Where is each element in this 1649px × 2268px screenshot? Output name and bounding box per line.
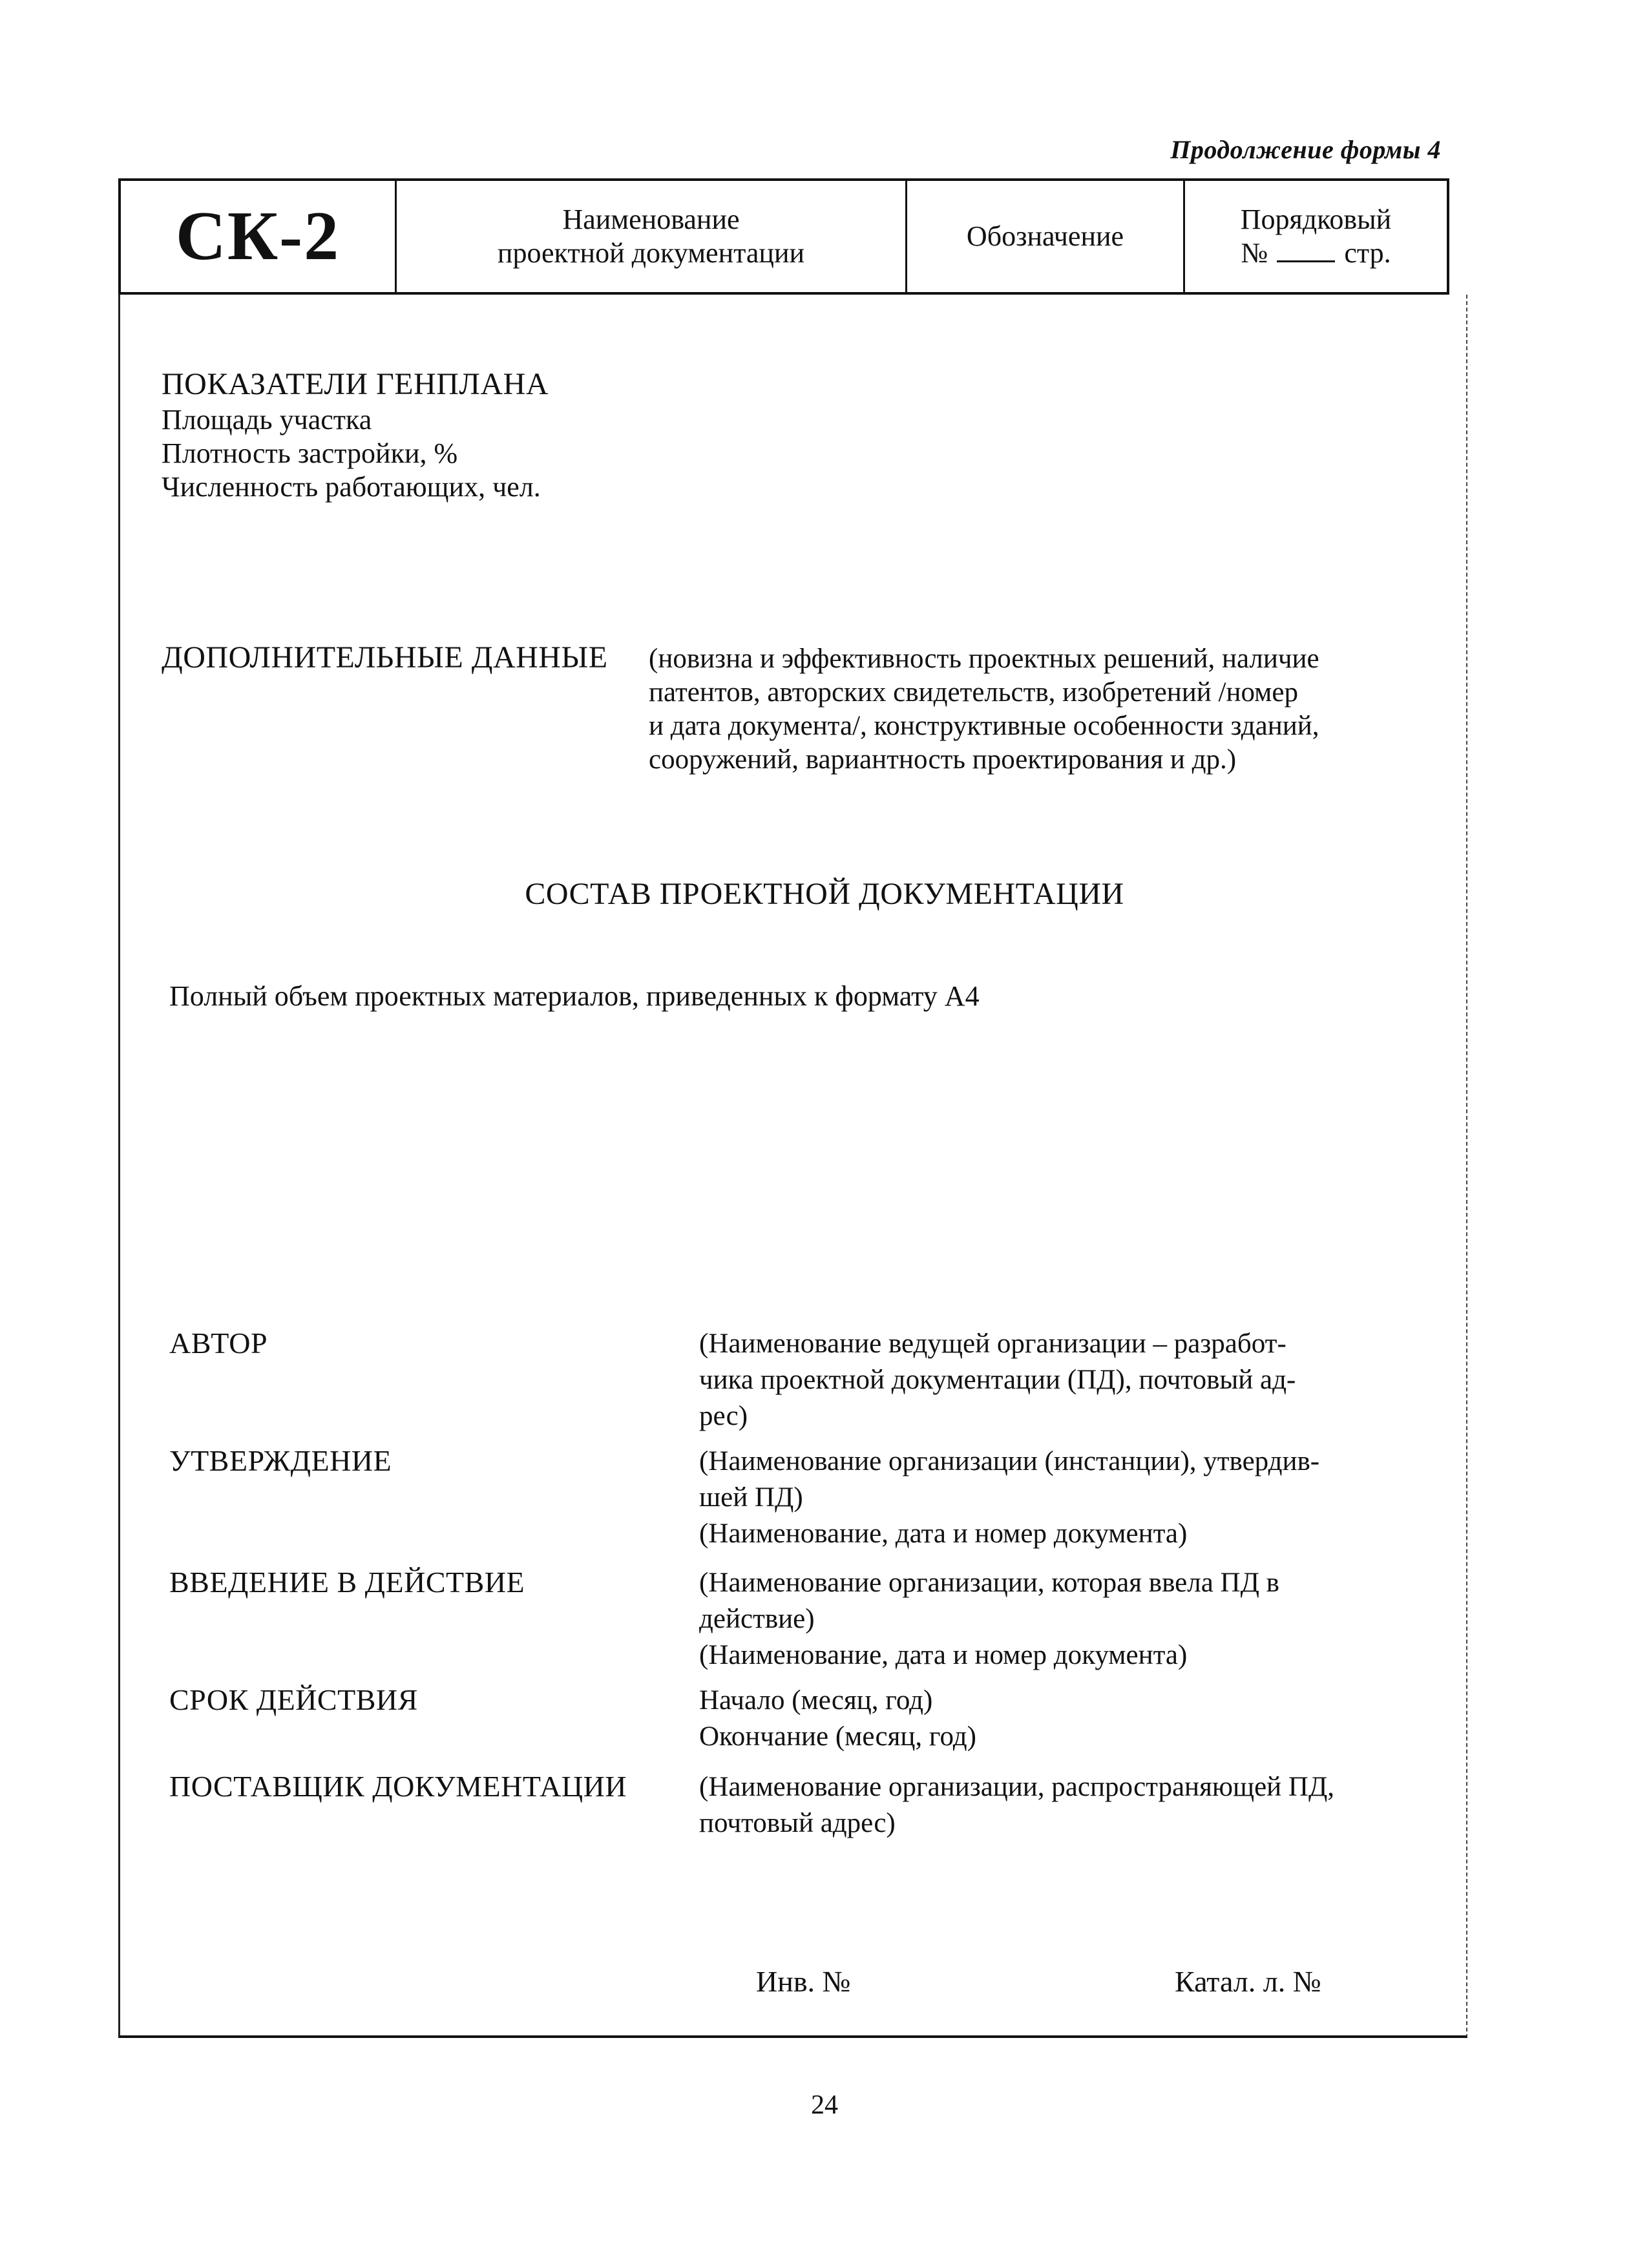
info-value-line: рес) (699, 1401, 748, 1431)
page-number-field (1241, 236, 1391, 270)
info-value-line: (Наименование организации (инстанции), утвердив- (699, 1446, 1320, 1476)
doc-name-line1: Наименование (562, 204, 740, 235)
form-header-table (118, 178, 1449, 295)
page-number-cell (1185, 181, 1447, 292)
info-label: УТВЕРЖДЕНИЕ (169, 1444, 392, 1477)
form-continuation-note: Продолжение формы 4 (1170, 135, 1441, 164)
catalog-sheet-number-label: Катал. л. № (1175, 1965, 1321, 1998)
info-value (699, 1326, 1433, 1434)
info-value-line: (Наименование, дата и номер документа) (699, 1518, 1188, 1549)
composition-description: Полный объем проектных материалов, приведенных к формату А4 (169, 980, 980, 1012)
designation-cell: Обозначение (907, 181, 1185, 292)
doc-name-cell (397, 181, 907, 292)
genplan-title: ПОКАЗАТЕЛИ ГЕНПЛАНА (162, 367, 549, 401)
form-code: СК-2 (121, 181, 397, 292)
genplan-line: Численность работающих, чел. (162, 471, 541, 503)
extra-data-line: сооружений, вариантность проектирования и др.) (649, 744, 1237, 775)
info-value-line: (Наименование ведущей организации – разработ- (699, 1328, 1287, 1359)
page-number: 24 (811, 2090, 838, 2120)
extra-data-line: и дата документа/, конструктивные особенности зданий, (649, 711, 1319, 741)
genplan-line: Площадь участка (162, 404, 372, 436)
info-label: ВВЕДЕНИЕ В ДЕЙСТВИЕ (169, 1566, 525, 1599)
genplan-section (162, 366, 549, 504)
info-label: ПОСТАВЩИК ДОКУМЕНТАЦИИ (169, 1770, 627, 1803)
extra-data-line: (новизна и эффективность проектных решений, наличие (649, 644, 1319, 674)
info-value-line: почтовый адрес) (699, 1808, 896, 1838)
info-label: АВТОР (169, 1327, 268, 1360)
info-value-line: (Наименование, дата и номер документа) (699, 1640, 1188, 1670)
info-value-line: (Наименование организации, которая ввела ПД в (699, 1568, 1279, 1598)
genplan-line: Плотность застройки, % (162, 437, 458, 469)
page-number-label: Порядковый (1240, 204, 1392, 235)
info-value-line: чика проектной документации (ПД), почтовый ад- (699, 1365, 1296, 1395)
page-number-prefix: № (1241, 237, 1268, 269)
inventory-number-label: Инв. № (756, 1965, 851, 1998)
page-number-suffix: стр. (1344, 237, 1391, 269)
info-value-line: действие) (699, 1604, 815, 1634)
extra-data-line: патентов, авторских свидетельств, изобретений /номер (649, 677, 1298, 708)
info-value (699, 1444, 1433, 1552)
info-label: СРОК ДЕЙСТВИЯ (169, 1683, 418, 1716)
info-value (699, 1683, 1433, 1755)
info-value-line: (Наименование организации, распространяющей ПД, (699, 1772, 1335, 1802)
info-value-line: Окончание (месяц, год) (699, 1721, 976, 1752)
info-value-line: шей ПД) (699, 1482, 803, 1513)
info-value (699, 1565, 1433, 1674)
page-number-blank (1277, 260, 1335, 262)
extra-data-description (649, 642, 1431, 777)
info-value-line: Начало (месяц, год) (699, 1685, 933, 1716)
composition-title: СОСТАВ ПРОЕКТНОЙ ДОКУМЕНТАЦИИ (525, 877, 1124, 911)
extra-data-title: ДОПОЛНИТЕЛЬНЫЕ ДАННЫЕ (162, 640, 608, 675)
doc-name-line2: проектной документации (497, 237, 805, 269)
info-value (699, 1769, 1433, 1842)
